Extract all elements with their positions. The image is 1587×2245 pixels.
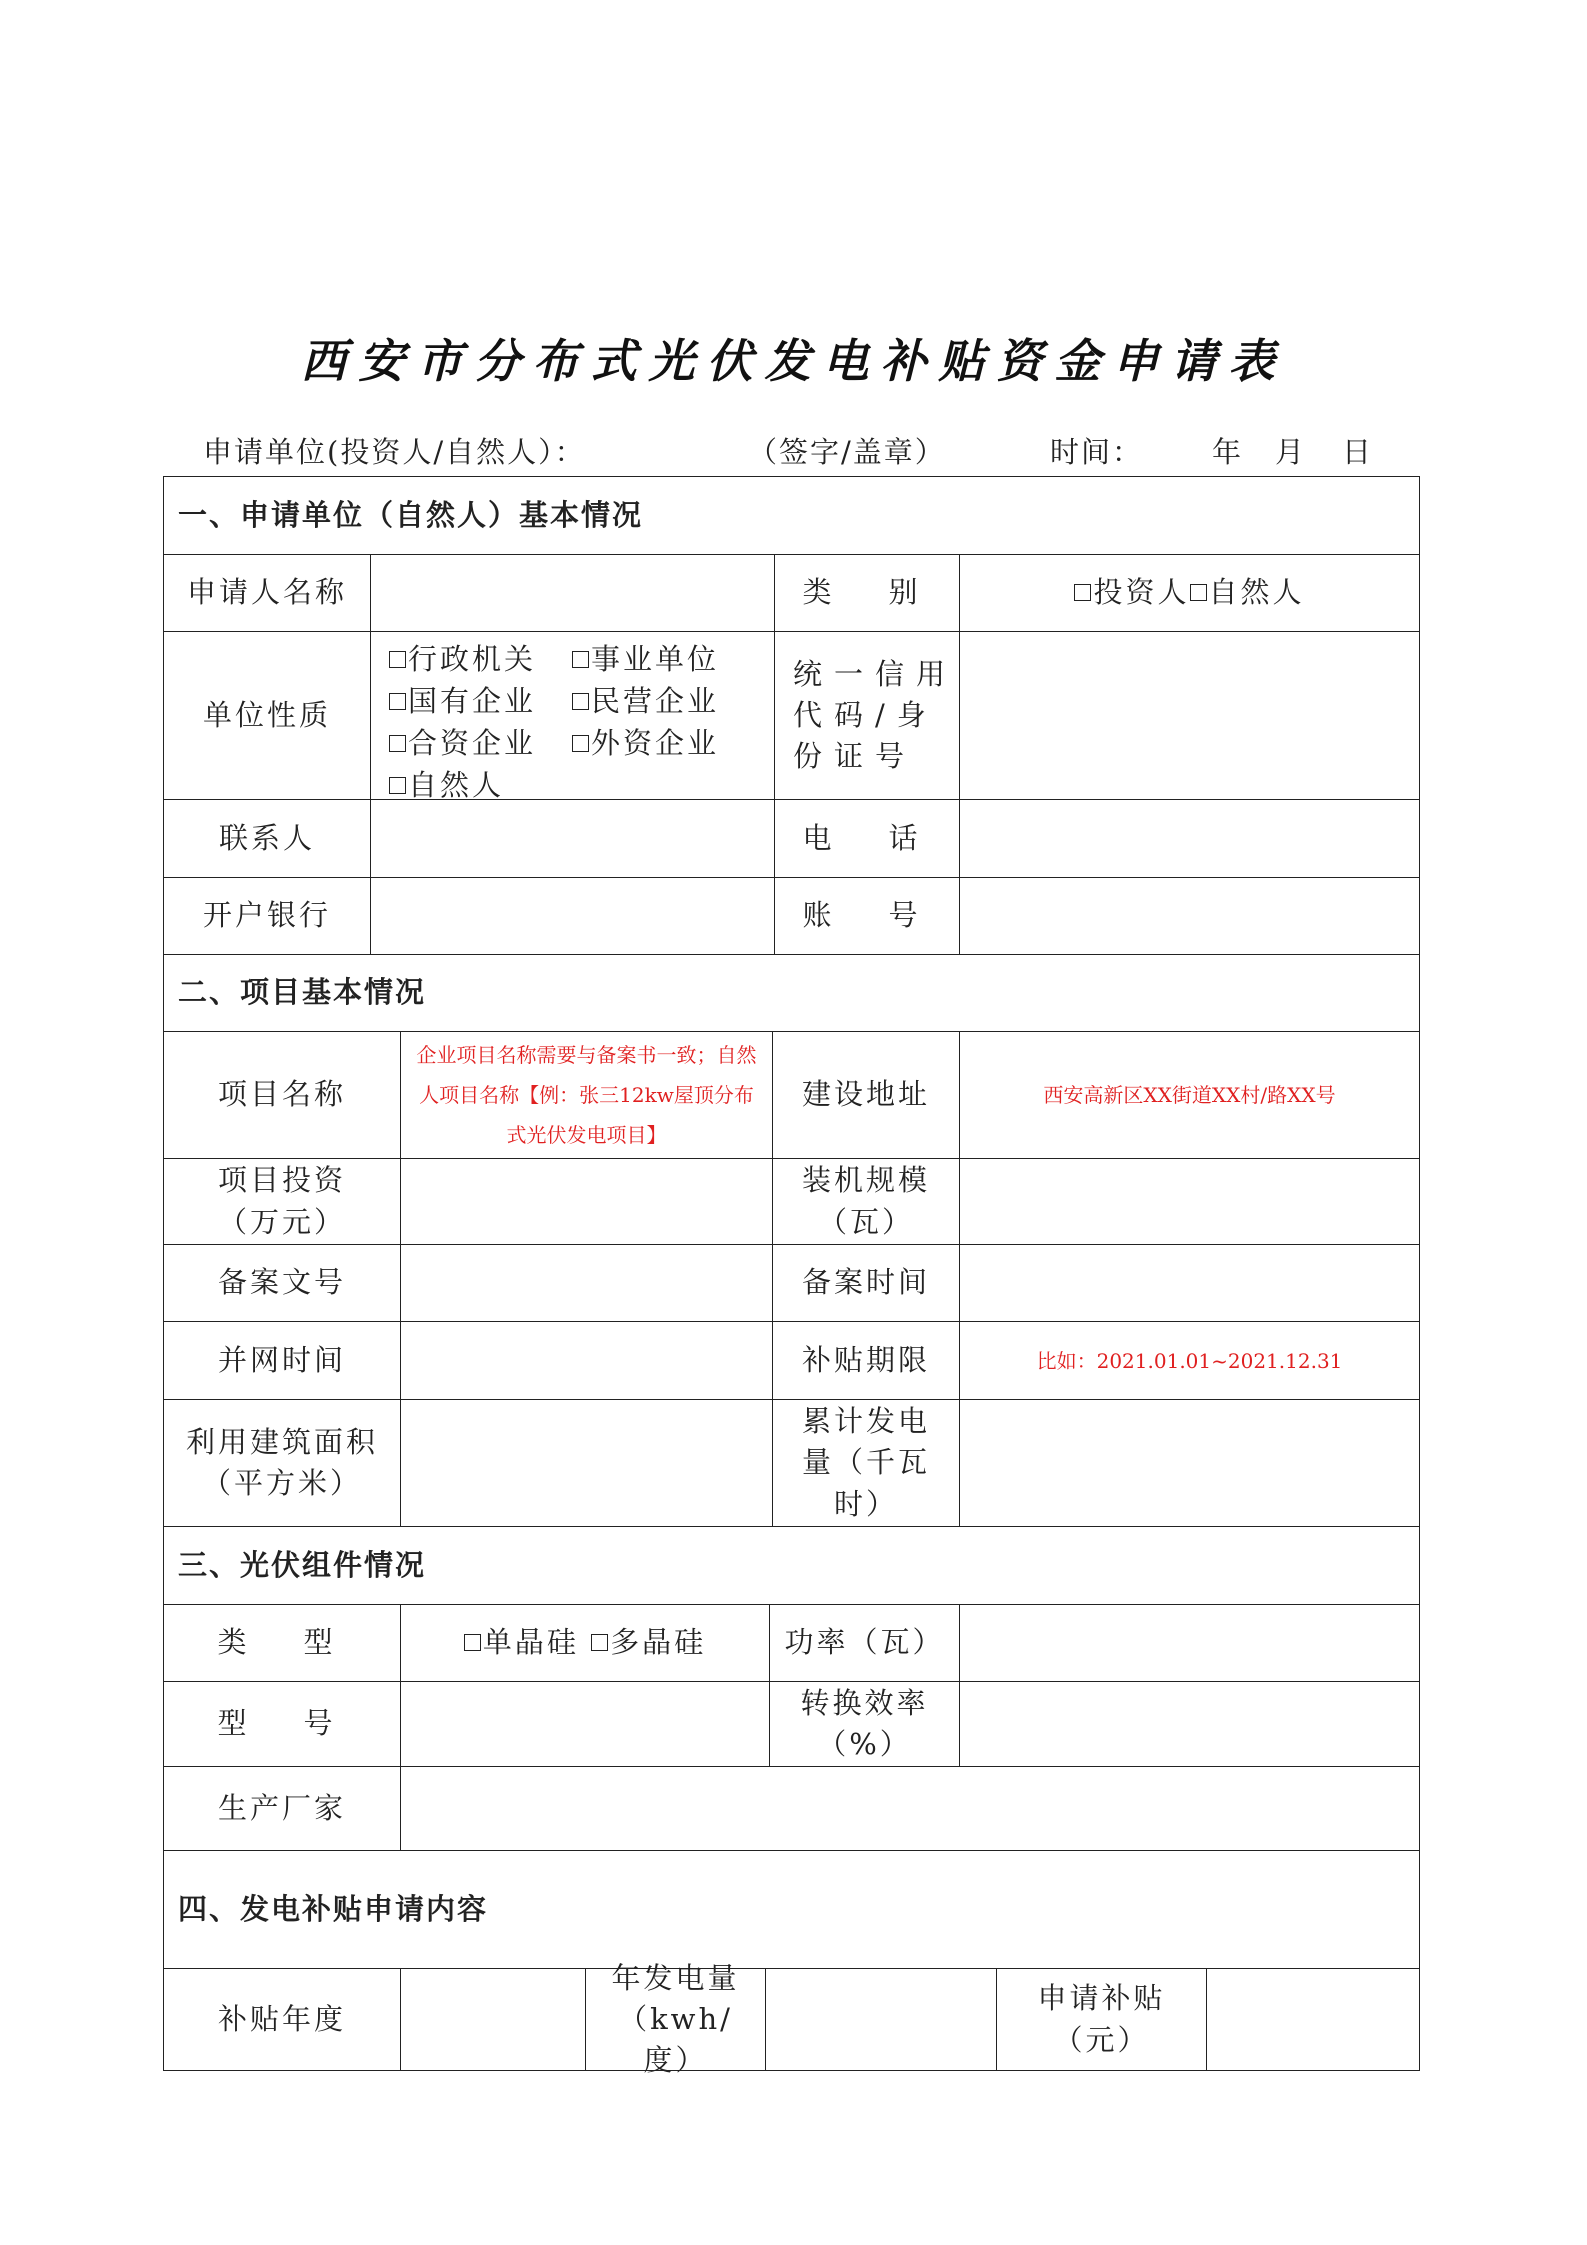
unit-nature-option[interactable]: 民营企业 [572, 684, 719, 718]
filing-time-label: 备案时间 [773, 1245, 960, 1322]
checkbox-icon [389, 735, 406, 752]
checkbox-icon [464, 1634, 481, 1651]
unit-nature-option[interactable]: 国有企业 [389, 684, 536, 718]
applicant-name-input[interactable] [371, 555, 775, 632]
account-label: 账 号 [775, 878, 960, 955]
unit-nature-option[interactable]: 自然人 [389, 768, 504, 802]
category-options [960, 555, 1419, 632]
efficiency-label: 转换效率（%） [770, 1682, 960, 1767]
total-generation-label: 累计发电量（千瓦时） [773, 1400, 960, 1527]
credit-code-label: 统一信用代码/身份证号 [775, 632, 960, 800]
checkbox-icon [572, 735, 589, 752]
building-area-label: 利用建筑面积（平方米） [164, 1400, 401, 1527]
filing-time-input[interactable] [960, 1245, 1419, 1322]
application-form-table [163, 476, 1420, 2078]
model-input[interactable] [401, 1682, 770, 1767]
apply-subsidy-input[interactable] [1207, 1969, 1419, 2070]
sign-stamp-label: （签字/盖章） [748, 435, 946, 469]
subsidy-period-hint[interactable]: 比如：2021.01.01~2021.12.31 [960, 1322, 1419, 1400]
year-label: 年 [1212, 435, 1244, 469]
bank-input[interactable] [371, 878, 775, 955]
contact-label: 联系人 [164, 800, 371, 878]
project-name-label: 项目名称 [164, 1032, 401, 1159]
apply-subsidy-label: 申请补贴（元） [997, 1969, 1207, 2070]
checkbox-icon [1190, 584, 1207, 601]
time-label: 时间： [1050, 435, 1144, 469]
checkbox-icon [572, 651, 589, 668]
section4-heading: 四、发电补贴申请内容 [164, 1851, 1419, 1969]
section2-heading: 二、项目基本情况 [164, 955, 1419, 1032]
annual-generation-label: 年发电量（kwh/度） [586, 1969, 766, 2070]
unit-nature-option[interactable]: 外资企业 [572, 726, 719, 760]
subsidy-year-input[interactable] [401, 1969, 586, 2070]
grid-time-input[interactable] [401, 1322, 773, 1400]
unit-nature-option[interactable]: 合资企业 [389, 726, 536, 760]
category-option-natural-person[interactable]: 自然人 [1190, 572, 1305, 613]
checkbox-icon [389, 693, 406, 710]
checkbox-icon [1074, 584, 1091, 601]
model-label: 型 号 [164, 1682, 401, 1767]
manufacturer-input[interactable] [401, 1767, 1419, 1851]
account-input[interactable] [960, 878, 1419, 955]
month-label: 月 [1275, 435, 1307, 469]
unit-nature-option[interactable]: 行政机关 [389, 642, 536, 676]
module-type-option-poly[interactable]: 多晶硅 [591, 1622, 706, 1663]
efficiency-input[interactable] [960, 1682, 1419, 1767]
phone-input[interactable] [960, 800, 1419, 878]
credit-code-input[interactable] [960, 632, 1419, 800]
subsidy-period-label: 补贴期限 [773, 1322, 960, 1400]
power-input[interactable] [960, 1605, 1419, 1682]
unit-nature-options [371, 632, 775, 803]
filing-no-input[interactable] [401, 1245, 773, 1322]
section1-heading: 一、申请单位（自然人）基本情况 [164, 477, 1419, 555]
checkbox-icon [389, 777, 406, 794]
total-generation-input[interactable] [960, 1400, 1419, 1527]
checkbox-icon [389, 651, 406, 668]
manufacturer-label: 生产厂家 [164, 1767, 401, 1851]
module-type-label: 类 型 [164, 1605, 401, 1682]
address-hint[interactable]: 西安高新区XX街道XX村/路XX号 [960, 1032, 1419, 1159]
capacity-input[interactable] [960, 1159, 1419, 1245]
investment-input[interactable] [401, 1159, 773, 1245]
applicant-name-label: 申请人名称 [164, 555, 371, 632]
category-option-investor[interactable]: 投资人 [1074, 572, 1189, 613]
header-line [0, 424, 1587, 468]
project-name-hint[interactable]: 企业项目名称需要与备案书一致；自然人项目名称【例：张三12kw屋顶分布式光伏发电项目】 [401, 1032, 773, 1159]
address-label: 建设地址 [773, 1032, 960, 1159]
phone-label: 电 话 [775, 800, 960, 878]
bank-label: 开户银行 [164, 878, 371, 955]
module-type-options [401, 1605, 770, 1682]
subsidy-year-label: 补贴年度 [164, 1969, 401, 2070]
category-label: 类 别 [775, 555, 960, 632]
contact-input[interactable] [371, 800, 775, 878]
module-type-option-mono[interactable]: 单晶硅 [464, 1622, 579, 1663]
capacity-label: 装机规模（瓦） [773, 1159, 960, 1245]
unit-nature-option[interactable]: 事业单位 [572, 642, 719, 676]
checkbox-icon [572, 693, 589, 710]
checkbox-icon [591, 1634, 608, 1651]
applicant-unit-label: 申请单位(投资人/自然人）： [203, 435, 586, 469]
building-area-input[interactable] [401, 1400, 773, 1527]
power-label: 功率（瓦） [770, 1605, 960, 1682]
grid-time-label: 并网时间 [164, 1322, 401, 1400]
investment-label: 项目投资（万元） [164, 1159, 401, 1245]
annual-generation-input[interactable] [766, 1969, 997, 2070]
day-label: 日 [1342, 435, 1374, 469]
unit-nature-label: 单位性质 [164, 632, 371, 800]
section3-heading: 三、光伏组件情况 [164, 1527, 1419, 1605]
filing-no-label: 备案文号 [164, 1245, 401, 1322]
form-title: 西安市分布式光伏发电补贴资金申请表 [300, 334, 1287, 388]
